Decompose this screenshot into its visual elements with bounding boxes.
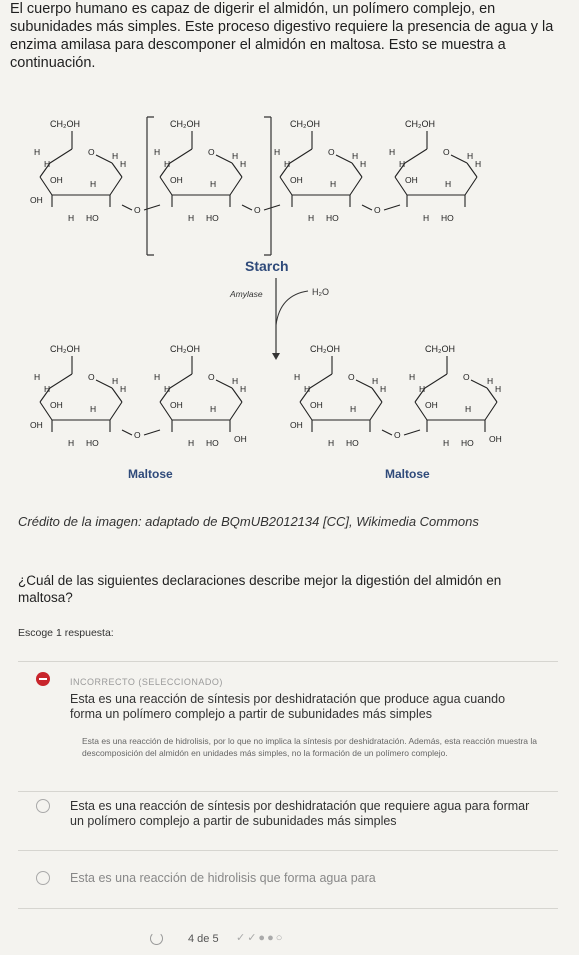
h-label: H [232,376,239,386]
ch2oh-label: CH₂OH [50,119,80,129]
h-label: H [210,404,217,414]
h-label: H [423,213,430,223]
h-label: H [399,159,406,169]
oxygen-label: O [443,147,450,157]
oxygen-label: O [88,372,95,382]
divider [18,850,558,851]
h-label: H [380,384,387,394]
h-label: H [240,384,247,394]
h-label: H [284,159,291,169]
ring-bond [310,374,332,388]
oh-label: OH [290,175,303,185]
oxygen-label: O [208,147,215,157]
h-label: H [210,179,217,189]
ring-bond [350,177,362,195]
ch2oh-label: CH₂OH [310,344,340,354]
h-label: H [164,384,171,394]
h-label: H [475,159,482,169]
bridge-oxygen-label: O [134,430,141,440]
glycosidic-bond [144,430,160,435]
ring-bond [110,402,122,420]
ring-bond [110,177,122,195]
glycosidic-bond [242,205,252,210]
h-label: H [372,376,379,386]
ring-bond [96,155,112,163]
starch-label: Starch [245,258,289,274]
ch2oh-label: CH₂OH [170,119,200,129]
h-label: H [90,179,97,189]
h-label: H [360,159,367,169]
page-indicator: 4 de 5 [188,933,219,945]
bracket-left [147,117,154,255]
oxygen-label: O [328,147,335,157]
h-label: H [34,147,41,157]
h-label: H [44,384,51,394]
h-label: H [465,404,472,414]
ring-bond [451,155,467,163]
h-label: H [467,151,474,161]
h-label: H [120,384,127,394]
ch2oh-label: CH₂OH [170,344,200,354]
ho-label: HO [86,213,99,223]
divider [18,791,558,792]
ring-bond [336,155,352,163]
ch2oh-label: CH₂OH [50,344,80,354]
glycosidic-bond [122,205,132,210]
bridge-oxygen-label: O [394,430,401,440]
h-label: H [68,213,75,223]
glucose-ring [290,344,386,448]
h-label: H [294,372,301,382]
oh-label: OH [310,400,323,410]
ring-bond [405,149,427,163]
ring-bond [356,380,372,388]
oh-label: OH [489,434,502,444]
h-label: H [409,372,416,382]
ring-bond [96,380,112,388]
starch-digestion-diagram [0,95,579,495]
glycosidic-bond [122,430,132,435]
ring-bond [425,374,447,388]
glycosidic-bond [362,205,372,210]
h-label: H [445,179,452,189]
question-text: ¿Cuál de las siguientes declaraciones describe mejor la digestión del almidón en maltosa? [18,573,502,605]
h-label: H [240,159,247,169]
ring-bond [471,380,487,388]
h-label: H [188,438,195,448]
option-feedback: Esta es una reacción de hidrolisis, por lo que no implica la síntesis por deshidratación. Además, esta reacción muestra la descomposición del almidón en unidades más simples, no la formación de un polímero complejo. [82,736,537,758]
h-label: H [308,213,315,223]
ho-label: HO [461,438,474,448]
h-label: H [120,159,127,169]
glucose-ring [30,344,126,448]
h-label: H [389,147,396,157]
ho-label: HO [441,213,454,223]
intro-text: El cuerpo humano es capaz de digerir el almidón, un polímero complejo, en subunidades más simples. Este proceso digestivo requiere la presencia de agua y la enzima amilasa para descomponer el almidón en maltosa. Esto se muestra a continuación. [10,1,554,71]
option-text: Esta es una reacción de síntesis por deshidratación que produce agua cuando forma un polímero complejo a partir de subunidades más simples [70,692,506,721]
oh-label: OH [234,434,247,444]
h-label: H [164,159,171,169]
oxygen-label: O [348,372,355,382]
refresh-icon[interactable] [150,932,163,945]
maltose-label-left: Maltose [128,467,173,481]
ring-bond [370,402,382,420]
pagination [150,931,310,951]
ring-bond [465,177,477,195]
ho-label: HO [86,438,99,448]
glycosidic-bond [264,205,280,210]
image-credit: Crédito de la imagen: adaptado de BQmUB2012134 [CC], Wikimedia Commons [18,514,479,529]
ho-label: HO [326,213,339,223]
h-label: H [350,404,357,414]
oh-label: OH [30,195,43,205]
h-label: H [419,384,426,394]
h-label: H [90,404,97,414]
maltose-products [30,344,502,448]
ring-bond [230,177,242,195]
ch2oh-label: CH₂OH [290,119,320,129]
option-status: INCORRECTO (SELECCIONADO) [70,677,223,687]
bracket-right [264,117,271,255]
option-text: Esta es una reacción de hidrolisis que forma agua para [70,871,376,885]
h-label: H [274,147,281,157]
h-label: H [495,384,502,394]
ring-bond [216,155,232,163]
incorrect-icon [36,672,50,686]
starch-chain [30,119,481,223]
ring-bond [216,380,232,388]
glycosidic-bond [384,205,400,210]
glycosidic-bond [404,430,420,435]
answer-instruction: Escoge 1 respuesta: [18,627,114,639]
ring-bond [485,402,497,420]
arrow-head-icon [272,353,280,360]
h-label: H [188,213,195,223]
glucose-ring [154,344,247,448]
bridge-oxygen-label: O [134,205,141,215]
water-label: H₂O [312,287,329,297]
ho-label: HO [206,438,219,448]
ring-bond [170,149,192,163]
water-curve [276,291,308,325]
h-label: H [154,372,161,382]
oh-label: OH [290,420,303,430]
option-text: Esta es una reacción de síntesis por deshidratación que requiere agua para formar un polímero complejo a partir de subunidades más simples [70,799,530,828]
glucose-ring [409,344,502,448]
oh-label: OH [30,420,43,430]
oh-label: OH [425,400,438,410]
h-label: H [328,438,335,448]
ring-bond [290,149,312,163]
ring-bond [230,402,242,420]
enzyme-label: Amylase [230,289,263,299]
oxygen-label: O [463,372,470,382]
h-label: H [44,159,51,169]
ring-bond [50,149,72,163]
glucose-ring [389,119,481,223]
ho-label: HO [206,213,219,223]
h-label: H [154,147,161,157]
oxygen-label: O [88,147,95,157]
ring-bond [50,374,72,388]
h-label: H [34,372,41,382]
divider [18,908,558,909]
diagram-svg [0,95,579,495]
ring-bond [170,374,192,388]
maltose-label-right: Maltose [385,467,430,481]
h-label: H [330,179,337,189]
ch2oh-label: CH₂OH [405,119,435,129]
oh-label: OH [50,400,63,410]
glucose-ring [154,119,246,223]
glucose-ring [30,119,126,223]
h-label: H [304,384,311,394]
oxygen-label: O [208,372,215,382]
ch2oh-label: CH₂OH [425,344,455,354]
h-label: H [443,438,450,448]
h-label: H [112,151,119,161]
ho-label: HO [346,438,359,448]
progress-marks: ✓✓●●○ [236,932,285,944]
radio-icon[interactable] [36,799,50,813]
h-label: H [352,151,359,161]
oh-label: OH [50,175,63,185]
divider [18,661,558,662]
bridge-oxygen-label: O [374,205,381,215]
h-label: H [112,376,119,386]
bridge-oxygen-label: O [254,205,261,215]
oh-label: OH [170,400,183,410]
oh-label: OH [170,175,183,185]
h-label: H [232,151,239,161]
glucose-ring [274,119,366,223]
glycosidic-bond [382,430,392,435]
h-label: H [68,438,75,448]
radio-icon[interactable] [36,871,50,885]
oh-label: OH [405,175,418,185]
h-label: H [487,376,494,386]
